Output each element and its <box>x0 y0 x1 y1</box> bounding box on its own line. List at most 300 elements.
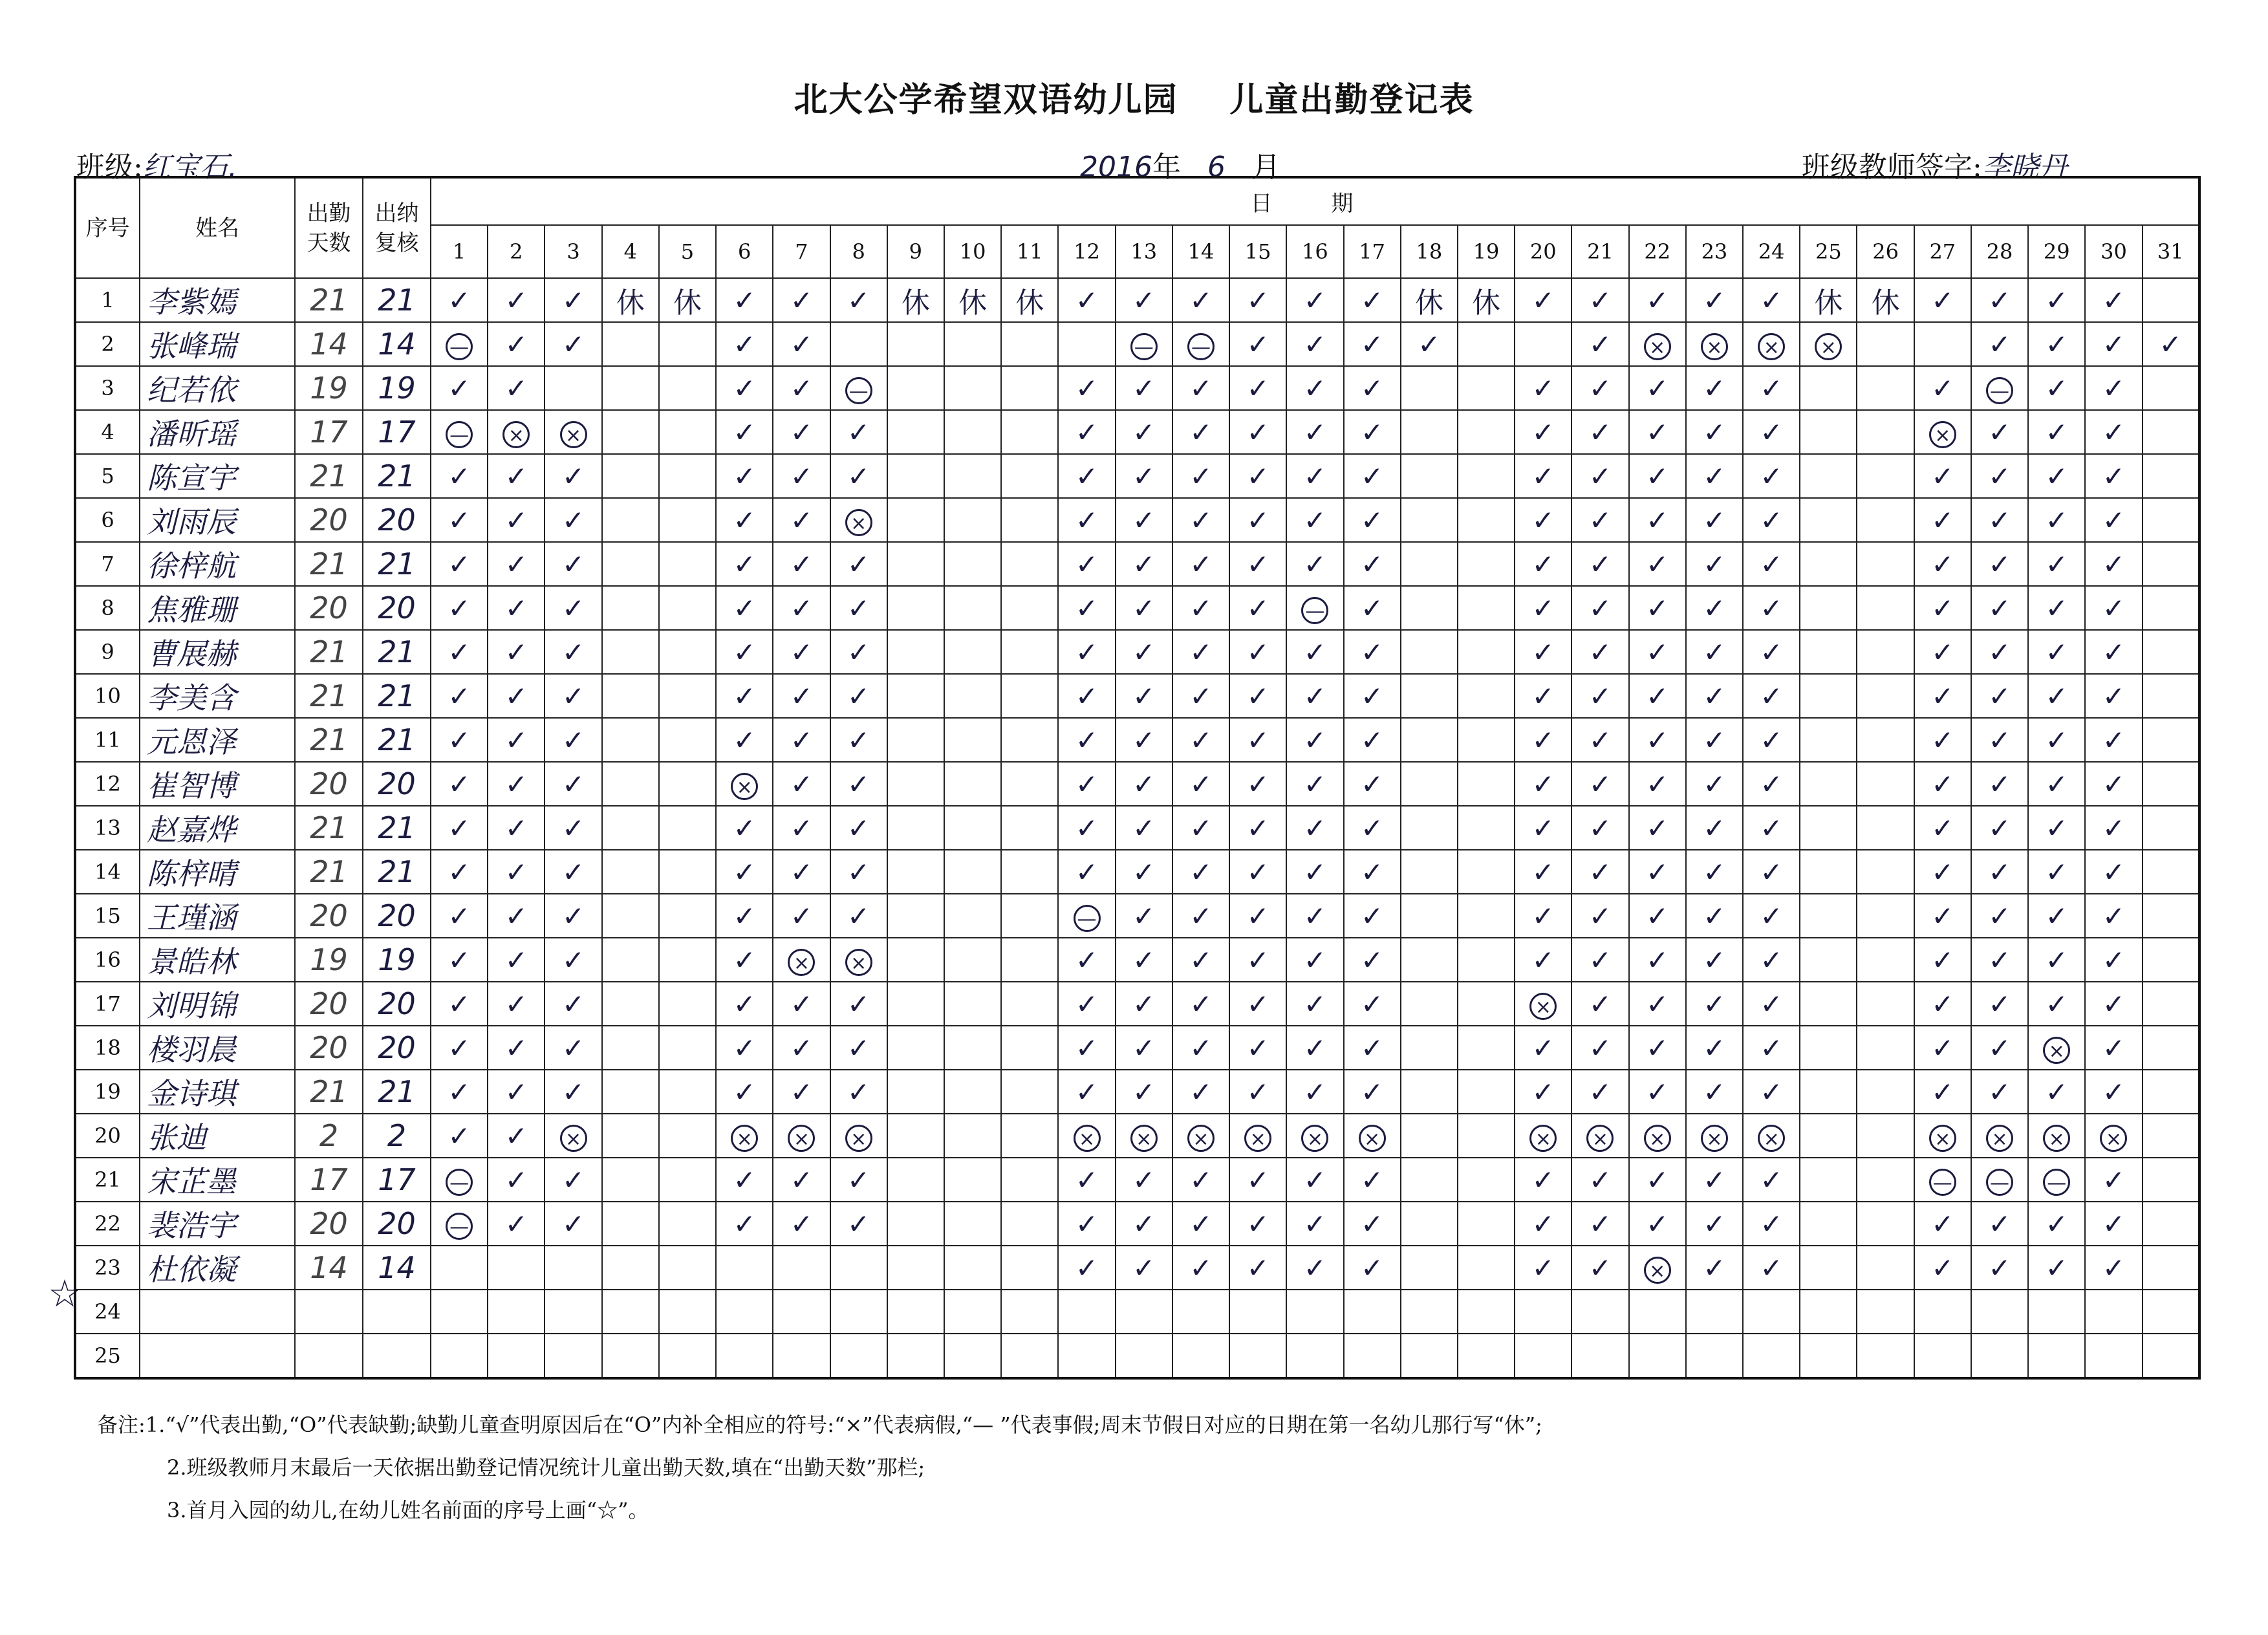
present-check-mark: ✓ <box>1686 718 1743 762</box>
present-check-mark: ✓ <box>830 454 887 498</box>
empty-cell <box>1458 938 1515 982</box>
student-name: 纪若依 <box>140 366 295 410</box>
present-check-mark: ✓ <box>2085 542 2142 586</box>
present-check-mark: ✓ <box>773 498 830 542</box>
present-check-mark: ✓ <box>1686 454 1743 498</box>
present-check-mark: ✓ <box>1229 850 1286 894</box>
present-check-mark: ✓ <box>1172 498 1229 542</box>
present-check-mark: ✓ <box>1229 542 1286 586</box>
empty-cell <box>1001 1026 1058 1070</box>
empty-cell <box>1458 806 1515 850</box>
empty-cell <box>1458 586 1515 630</box>
class-label: 班级: <box>76 151 143 184</box>
table-row <box>75 1158 2199 1202</box>
present-check-mark: ✓ <box>1172 410 1229 454</box>
present-check-mark: ✓ <box>1058 806 1115 850</box>
student-name <box>140 1290 295 1334</box>
sick-leave-circle-icon: × <box>1074 1125 1101 1152</box>
present-check-mark: ✓ <box>1914 586 1971 630</box>
rest-day-mark: 休 <box>659 278 716 322</box>
present-check-mark: ✓ <box>716 1158 773 1202</box>
empty-cell <box>1001 1334 1058 1378</box>
present-check-mark: ✓ <box>1172 982 1229 1026</box>
table-row <box>75 850 2199 894</box>
personal-leave-circle-icon: — <box>2043 1169 2070 1196</box>
row-index: 11 <box>75 718 140 762</box>
present-check-mark: ✓ <box>2085 982 2142 1026</box>
present-check-mark: ✓ <box>431 366 488 410</box>
row-index: 17 <box>75 982 140 1026</box>
empty-cell <box>1401 454 1458 498</box>
attend-days: 21 <box>295 806 363 850</box>
present-check-mark: ✓ <box>1971 542 2028 586</box>
present-check-mark: ✓ <box>1229 454 1286 498</box>
empty-cell <box>1001 806 1058 850</box>
empty-cell <box>887 498 944 542</box>
present-check-mark: ✓ <box>1172 454 1229 498</box>
present-check-mark: ✓ <box>1686 982 1743 1026</box>
empty-cell <box>944 674 1001 718</box>
present-check-mark: ✓ <box>1686 938 1743 982</box>
present-check-mark: ✓ <box>1286 454 1343 498</box>
empty-cell <box>1001 498 1058 542</box>
empty-cell <box>830 1246 887 1290</box>
date-header-day: 18 <box>1401 225 1458 278</box>
sick-leave-circle-icon: × <box>731 773 758 800</box>
present-check-mark: ✓ <box>431 542 488 586</box>
present-check-mark: ✓ <box>773 718 830 762</box>
present-check-mark: ✓ <box>1172 806 1229 850</box>
sick-leave-circle-icon: × <box>1644 1257 1671 1284</box>
rest-day-mark: 休 <box>1001 278 1058 322</box>
date-header-day: 25 <box>1800 225 1857 278</box>
empty-cell <box>944 894 1001 938</box>
present-check-mark: ✓ <box>1116 718 1172 762</box>
class-value: 红宝石. <box>142 151 237 184</box>
empty-cell <box>1001 630 1058 674</box>
empty-cell <box>1458 1202 1515 1246</box>
sick-leave-circle-icon: × <box>1187 1125 1215 1152</box>
present-check-mark: ✓ <box>1629 542 1686 586</box>
empty-cell <box>1344 1290 1401 1334</box>
empty-cell <box>602 1026 659 1070</box>
present-check-mark: ✓ <box>1971 1202 2028 1246</box>
sick-leave-mark <box>1914 1114 1971 1158</box>
present-check-mark: ✓ <box>1344 278 1401 322</box>
header-index: 序号 <box>75 177 140 278</box>
empty-cell <box>1515 1290 1571 1334</box>
present-check-mark: ✓ <box>1686 586 1743 630</box>
present-check-mark: ✓ <box>1629 894 1686 938</box>
present-check-mark: ✓ <box>488 1114 545 1158</box>
empty-cell <box>1971 1334 2028 1378</box>
empty-cell <box>2143 674 2199 718</box>
empty-cell <box>1458 762 1515 806</box>
present-check-mark: ✓ <box>1515 1202 1571 1246</box>
present-check-mark: ✓ <box>1571 454 1628 498</box>
present-check-mark: ✓ <box>1229 894 1286 938</box>
table-row <box>75 1334 2199 1378</box>
sick-leave-mark <box>1344 1114 1401 1158</box>
date-header-day: 28 <box>1971 225 2028 278</box>
empty-cell <box>1800 718 1857 762</box>
empty-cell <box>944 498 1001 542</box>
empty-cell <box>1857 894 1914 938</box>
empty-cell <box>944 850 1001 894</box>
present-check-mark: ✓ <box>1286 1070 1343 1114</box>
present-check-mark: ✓ <box>1229 498 1286 542</box>
sick-leave-circle-icon: × <box>845 509 872 536</box>
sick-leave-mark <box>1286 1114 1343 1158</box>
student-name: 陈宣宇 <box>140 454 295 498</box>
empty-cell <box>602 806 659 850</box>
school-name: 北大公学希望双语幼儿园 <box>794 81 1178 120</box>
sick-leave-circle-icon: × <box>1701 1125 1728 1152</box>
sick-leave-circle-icon: × <box>1644 1125 1671 1152</box>
form-title <box>0 72 2268 121</box>
empty-cell <box>602 850 659 894</box>
present-check-mark: ✓ <box>2085 938 2142 982</box>
empty-cell <box>1857 938 1914 982</box>
present-check-mark: ✓ <box>1172 366 1229 410</box>
rest-day-mark: 休 <box>1458 278 1515 322</box>
present-check-mark: ✓ <box>1971 454 2028 498</box>
present-check-mark: ✓ <box>1229 322 1286 366</box>
note-1: 备注:1.“√”代表出勤,“O”代表缺勤;缺勤儿童查明原因后在“O”内补全相应的符号:“×”代表病假,“— ”代表事假;周末节假日对应的日期在第一名幼儿那行写“休”; <box>97 1413 1542 1437</box>
empty-cell <box>887 1290 944 1334</box>
present-check-mark: ✓ <box>1629 1202 1686 1246</box>
present-check-mark: ✓ <box>1116 542 1172 586</box>
cashier-check: 17 <box>363 1158 431 1202</box>
sick-leave-circle-icon: × <box>502 421 530 448</box>
present-check-mark: ✓ <box>2085 806 2142 850</box>
empty-cell <box>1458 1334 1515 1378</box>
present-check-mark: ✓ <box>1058 1026 1115 1070</box>
empty-cell <box>659 366 716 410</box>
present-check-mark: ✓ <box>1229 410 1286 454</box>
empty-cell <box>1401 1070 1458 1114</box>
present-check-mark: ✓ <box>1629 630 1686 674</box>
date-header-day: 2 <box>488 225 545 278</box>
present-check-mark: ✓ <box>431 674 488 718</box>
empty-cell <box>2143 982 2199 1026</box>
attend-days: 19 <box>295 366 363 410</box>
present-check-mark: ✓ <box>1571 1026 1628 1070</box>
present-check-mark: ✓ <box>1344 630 1401 674</box>
sick-leave-mark <box>1515 1114 1571 1158</box>
date-header-day: 30 <box>2085 225 2142 278</box>
table-row <box>75 894 2199 938</box>
empty-cell <box>1401 674 1458 718</box>
empty-cell <box>887 1202 944 1246</box>
sick-leave-mark <box>773 938 830 982</box>
empty-cell <box>1458 674 1515 718</box>
note-2: 2.班级教师月末最后一天依据出勤登记情况统计儿童出勤天数,填在“出勤天数”那栏; <box>167 1455 925 1480</box>
attend-days: 17 <box>295 410 363 454</box>
empty-cell <box>545 366 601 410</box>
present-check-mark: ✓ <box>1116 982 1172 1026</box>
present-check-mark: ✓ <box>2028 762 2085 806</box>
present-check-mark: ✓ <box>716 806 773 850</box>
present-check-mark: ✓ <box>1515 1070 1571 1114</box>
empty-cell <box>431 1290 488 1334</box>
personal-leave-mark <box>431 410 488 454</box>
student-name: 张峰瑞 <box>140 322 295 366</box>
present-check-mark: ✓ <box>545 1070 601 1114</box>
empty-cell <box>1058 322 1115 366</box>
date-header-day: 7 <box>773 225 830 278</box>
empty-cell <box>1001 938 1058 982</box>
empty-cell <box>1857 586 1914 630</box>
empty-cell <box>716 1246 773 1290</box>
present-check-mark: ✓ <box>2028 454 2085 498</box>
row-index: 7 <box>75 542 140 586</box>
present-check-mark: ✓ <box>2085 718 2142 762</box>
empty-cell <box>2143 498 2199 542</box>
empty-cell <box>1743 1290 1800 1334</box>
empty-cell <box>944 1290 1001 1334</box>
present-check-mark: ✓ <box>1286 542 1343 586</box>
rest-day-mark: 休 <box>1401 278 1458 322</box>
present-check-mark: ✓ <box>716 498 773 542</box>
student-name <box>140 1334 295 1378</box>
empty-cell <box>1857 1202 1914 1246</box>
sick-leave-mark <box>1743 1114 1800 1158</box>
row-index: 2 <box>75 322 140 366</box>
present-check-mark: ✓ <box>2028 982 2085 1026</box>
present-check-mark: ✓ <box>716 586 773 630</box>
present-check-mark: ✓ <box>1629 1158 1686 1202</box>
present-check-mark: ✓ <box>1629 982 1686 1026</box>
present-check-mark: ✓ <box>1058 630 1115 674</box>
present-check-mark: ✓ <box>1286 674 1343 718</box>
present-check-mark: ✓ <box>2085 762 2142 806</box>
present-check-mark: ✓ <box>2085 498 2142 542</box>
cashier-check <box>363 1334 431 1378</box>
sick-leave-circle-icon: × <box>845 949 872 976</box>
empty-cell <box>1001 982 1058 1026</box>
empty-cell <box>602 1334 659 1378</box>
present-check-mark: ✓ <box>1058 1202 1115 1246</box>
present-check-mark: ✓ <box>1286 850 1343 894</box>
present-check-mark: ✓ <box>1116 1158 1172 1202</box>
empty-cell <box>944 542 1001 586</box>
empty-cell <box>659 894 716 938</box>
empty-cell <box>602 982 659 1026</box>
present-check-mark: ✓ <box>1571 1202 1628 1246</box>
empty-cell <box>1800 1246 1857 1290</box>
personal-leave-circle-icon: — <box>1130 333 1158 360</box>
present-check-mark: ✓ <box>1743 1026 1800 1070</box>
present-check-mark: ✓ <box>1743 366 1800 410</box>
empty-cell <box>944 762 1001 806</box>
cashier-check: 21 <box>363 542 431 586</box>
sick-leave-circle-icon: × <box>1815 333 1842 360</box>
present-check-mark: ✓ <box>488 762 545 806</box>
empty-cell <box>659 498 716 542</box>
empty-cell <box>1458 1246 1515 1290</box>
present-check-mark: ✓ <box>1229 806 1286 850</box>
present-check-mark: ✓ <box>488 850 545 894</box>
empty-cell <box>887 322 944 366</box>
student-name: 金诗琪 <box>140 1070 295 1114</box>
empty-cell <box>2143 630 2199 674</box>
present-check-mark: ✓ <box>1172 1070 1229 1114</box>
empty-cell <box>602 366 659 410</box>
present-check-mark: ✓ <box>1172 1202 1229 1246</box>
present-check-mark: ✓ <box>1743 630 1800 674</box>
present-check-mark: ✓ <box>1571 278 1628 322</box>
empty-cell <box>1458 718 1515 762</box>
empty-cell <box>2028 1290 2085 1334</box>
present-check-mark: ✓ <box>1629 1070 1686 1114</box>
present-check-mark: ✓ <box>1229 938 1286 982</box>
present-check-mark: ✓ <box>2085 1158 2142 1202</box>
sick-leave-circle-icon: × <box>2100 1125 2127 1152</box>
present-check-mark: ✓ <box>1058 366 1115 410</box>
present-check-mark: ✓ <box>773 674 830 718</box>
empty-cell <box>1743 1334 1800 1378</box>
empty-cell <box>1001 542 1058 586</box>
present-check-mark: ✓ <box>1629 278 1686 322</box>
personal-leave-mark <box>1172 322 1229 366</box>
present-check-mark: ✓ <box>1116 894 1172 938</box>
present-check-mark: ✓ <box>830 1158 887 1202</box>
sick-leave-circle-icon: × <box>845 1125 872 1152</box>
present-check-mark: ✓ <box>1229 718 1286 762</box>
present-check-mark: ✓ <box>1286 762 1343 806</box>
present-check-mark: ✓ <box>1686 630 1743 674</box>
empty-cell <box>773 1246 830 1290</box>
empty-cell <box>1001 762 1058 806</box>
present-check-mark: ✓ <box>773 762 830 806</box>
present-check-mark: ✓ <box>773 1026 830 1070</box>
present-check-mark: ✓ <box>1571 498 1628 542</box>
present-check-mark: ✓ <box>1571 674 1628 718</box>
present-check-mark: ✓ <box>1515 1026 1571 1070</box>
empty-cell <box>602 894 659 938</box>
sick-leave-circle-icon: × <box>788 1125 815 1152</box>
present-check-mark: ✓ <box>1686 278 1743 322</box>
present-check-mark: ✓ <box>1286 1202 1343 1246</box>
cashier-check <box>363 1290 431 1334</box>
personal-leave-mark <box>830 366 887 410</box>
attend-days <box>295 1290 363 1334</box>
present-check-mark: ✓ <box>2085 1246 2142 1290</box>
present-check-mark: ✓ <box>1344 1158 1401 1202</box>
empty-cell <box>1800 366 1857 410</box>
present-check-mark: ✓ <box>1116 278 1172 322</box>
present-check-mark: ✓ <box>431 1114 488 1158</box>
present-check-mark: ✓ <box>716 410 773 454</box>
sick-leave-circle-icon: × <box>1244 1125 1271 1152</box>
empty-cell <box>2143 806 2199 850</box>
date-header-day: 22 <box>1629 225 1686 278</box>
present-check-mark: ✓ <box>716 322 773 366</box>
date-header-day: 5 <box>659 225 716 278</box>
sick-leave-mark <box>2085 1114 2142 1158</box>
empty-cell <box>602 454 659 498</box>
present-check-mark: ✓ <box>1515 454 1571 498</box>
present-check-mark: ✓ <box>1914 1070 1971 1114</box>
cashier-check: 21 <box>363 278 431 322</box>
empty-cell <box>1571 1290 1628 1334</box>
empty-cell <box>944 1070 1001 1114</box>
table-row <box>75 1246 2199 1290</box>
student-name: 李紫嫣 <box>140 278 295 322</box>
present-check-mark: ✓ <box>1058 542 1115 586</box>
empty-cell <box>1800 630 1857 674</box>
present-check-mark: ✓ <box>1571 366 1628 410</box>
sick-leave-mark <box>1571 1114 1628 1158</box>
present-check-mark: ✓ <box>488 454 545 498</box>
empty-cell <box>2143 1114 2199 1158</box>
present-check-mark: ✓ <box>545 586 601 630</box>
empty-cell <box>2028 1334 2085 1378</box>
personal-leave-circle-icon: — <box>1074 905 1101 932</box>
personal-leave-circle-icon: — <box>1929 1169 1956 1196</box>
empty-cell <box>887 674 944 718</box>
empty-cell <box>944 982 1001 1026</box>
personal-leave-circle-icon: — <box>1986 1169 2013 1196</box>
empty-cell <box>1800 762 1857 806</box>
present-check-mark: ✓ <box>1116 1070 1172 1114</box>
present-check-mark: ✓ <box>1116 630 1172 674</box>
present-check-mark: ✓ <box>1344 410 1401 454</box>
present-check-mark: ✓ <box>2028 850 2085 894</box>
row-index: 15 <box>75 894 140 938</box>
student-name: 楼羽晨 <box>140 1026 295 1070</box>
present-check-mark: ✓ <box>1743 542 1800 586</box>
attend-days: 20 <box>295 982 363 1026</box>
empty-cell <box>602 542 659 586</box>
header-cashier-check: 出纳复核 <box>363 177 431 278</box>
present-check-mark: ✓ <box>1629 366 1686 410</box>
empty-cell <box>830 1290 887 1334</box>
present-check-mark: ✓ <box>1116 586 1172 630</box>
present-check-mark: ✓ <box>488 806 545 850</box>
empty-cell <box>602 322 659 366</box>
empty-cell <box>1229 1334 1286 1378</box>
empty-cell <box>887 542 944 586</box>
present-check-mark: ✓ <box>1515 1246 1571 1290</box>
present-check-mark: ✓ <box>1629 806 1686 850</box>
empty-cell <box>1458 498 1515 542</box>
present-check-mark: ✓ <box>1515 762 1571 806</box>
present-check-mark: ✓ <box>1914 542 1971 586</box>
present-check-mark: ✓ <box>1629 674 1686 718</box>
present-check-mark: ✓ <box>1344 498 1401 542</box>
cashier-check: 19 <box>363 938 431 982</box>
attend-days: 21 <box>295 1070 363 1114</box>
attend-days: 21 <box>295 630 363 674</box>
attend-days: 21 <box>295 542 363 586</box>
present-check-mark: ✓ <box>431 894 488 938</box>
present-check-mark: ✓ <box>488 586 545 630</box>
empty-cell <box>1401 762 1458 806</box>
empty-cell <box>1800 894 1857 938</box>
present-check-mark: ✓ <box>1286 1158 1343 1202</box>
present-check-mark: ✓ <box>1172 586 1229 630</box>
present-check-mark: ✓ <box>545 498 601 542</box>
attend-days: 20 <box>295 1026 363 1070</box>
empty-cell <box>1001 1246 1058 1290</box>
empty-cell <box>2143 1334 2199 1378</box>
empty-cell <box>1857 322 1914 366</box>
present-check-mark: ✓ <box>1743 762 1800 806</box>
cashier-check: 21 <box>363 806 431 850</box>
present-check-mark: ✓ <box>1116 1246 1172 1290</box>
